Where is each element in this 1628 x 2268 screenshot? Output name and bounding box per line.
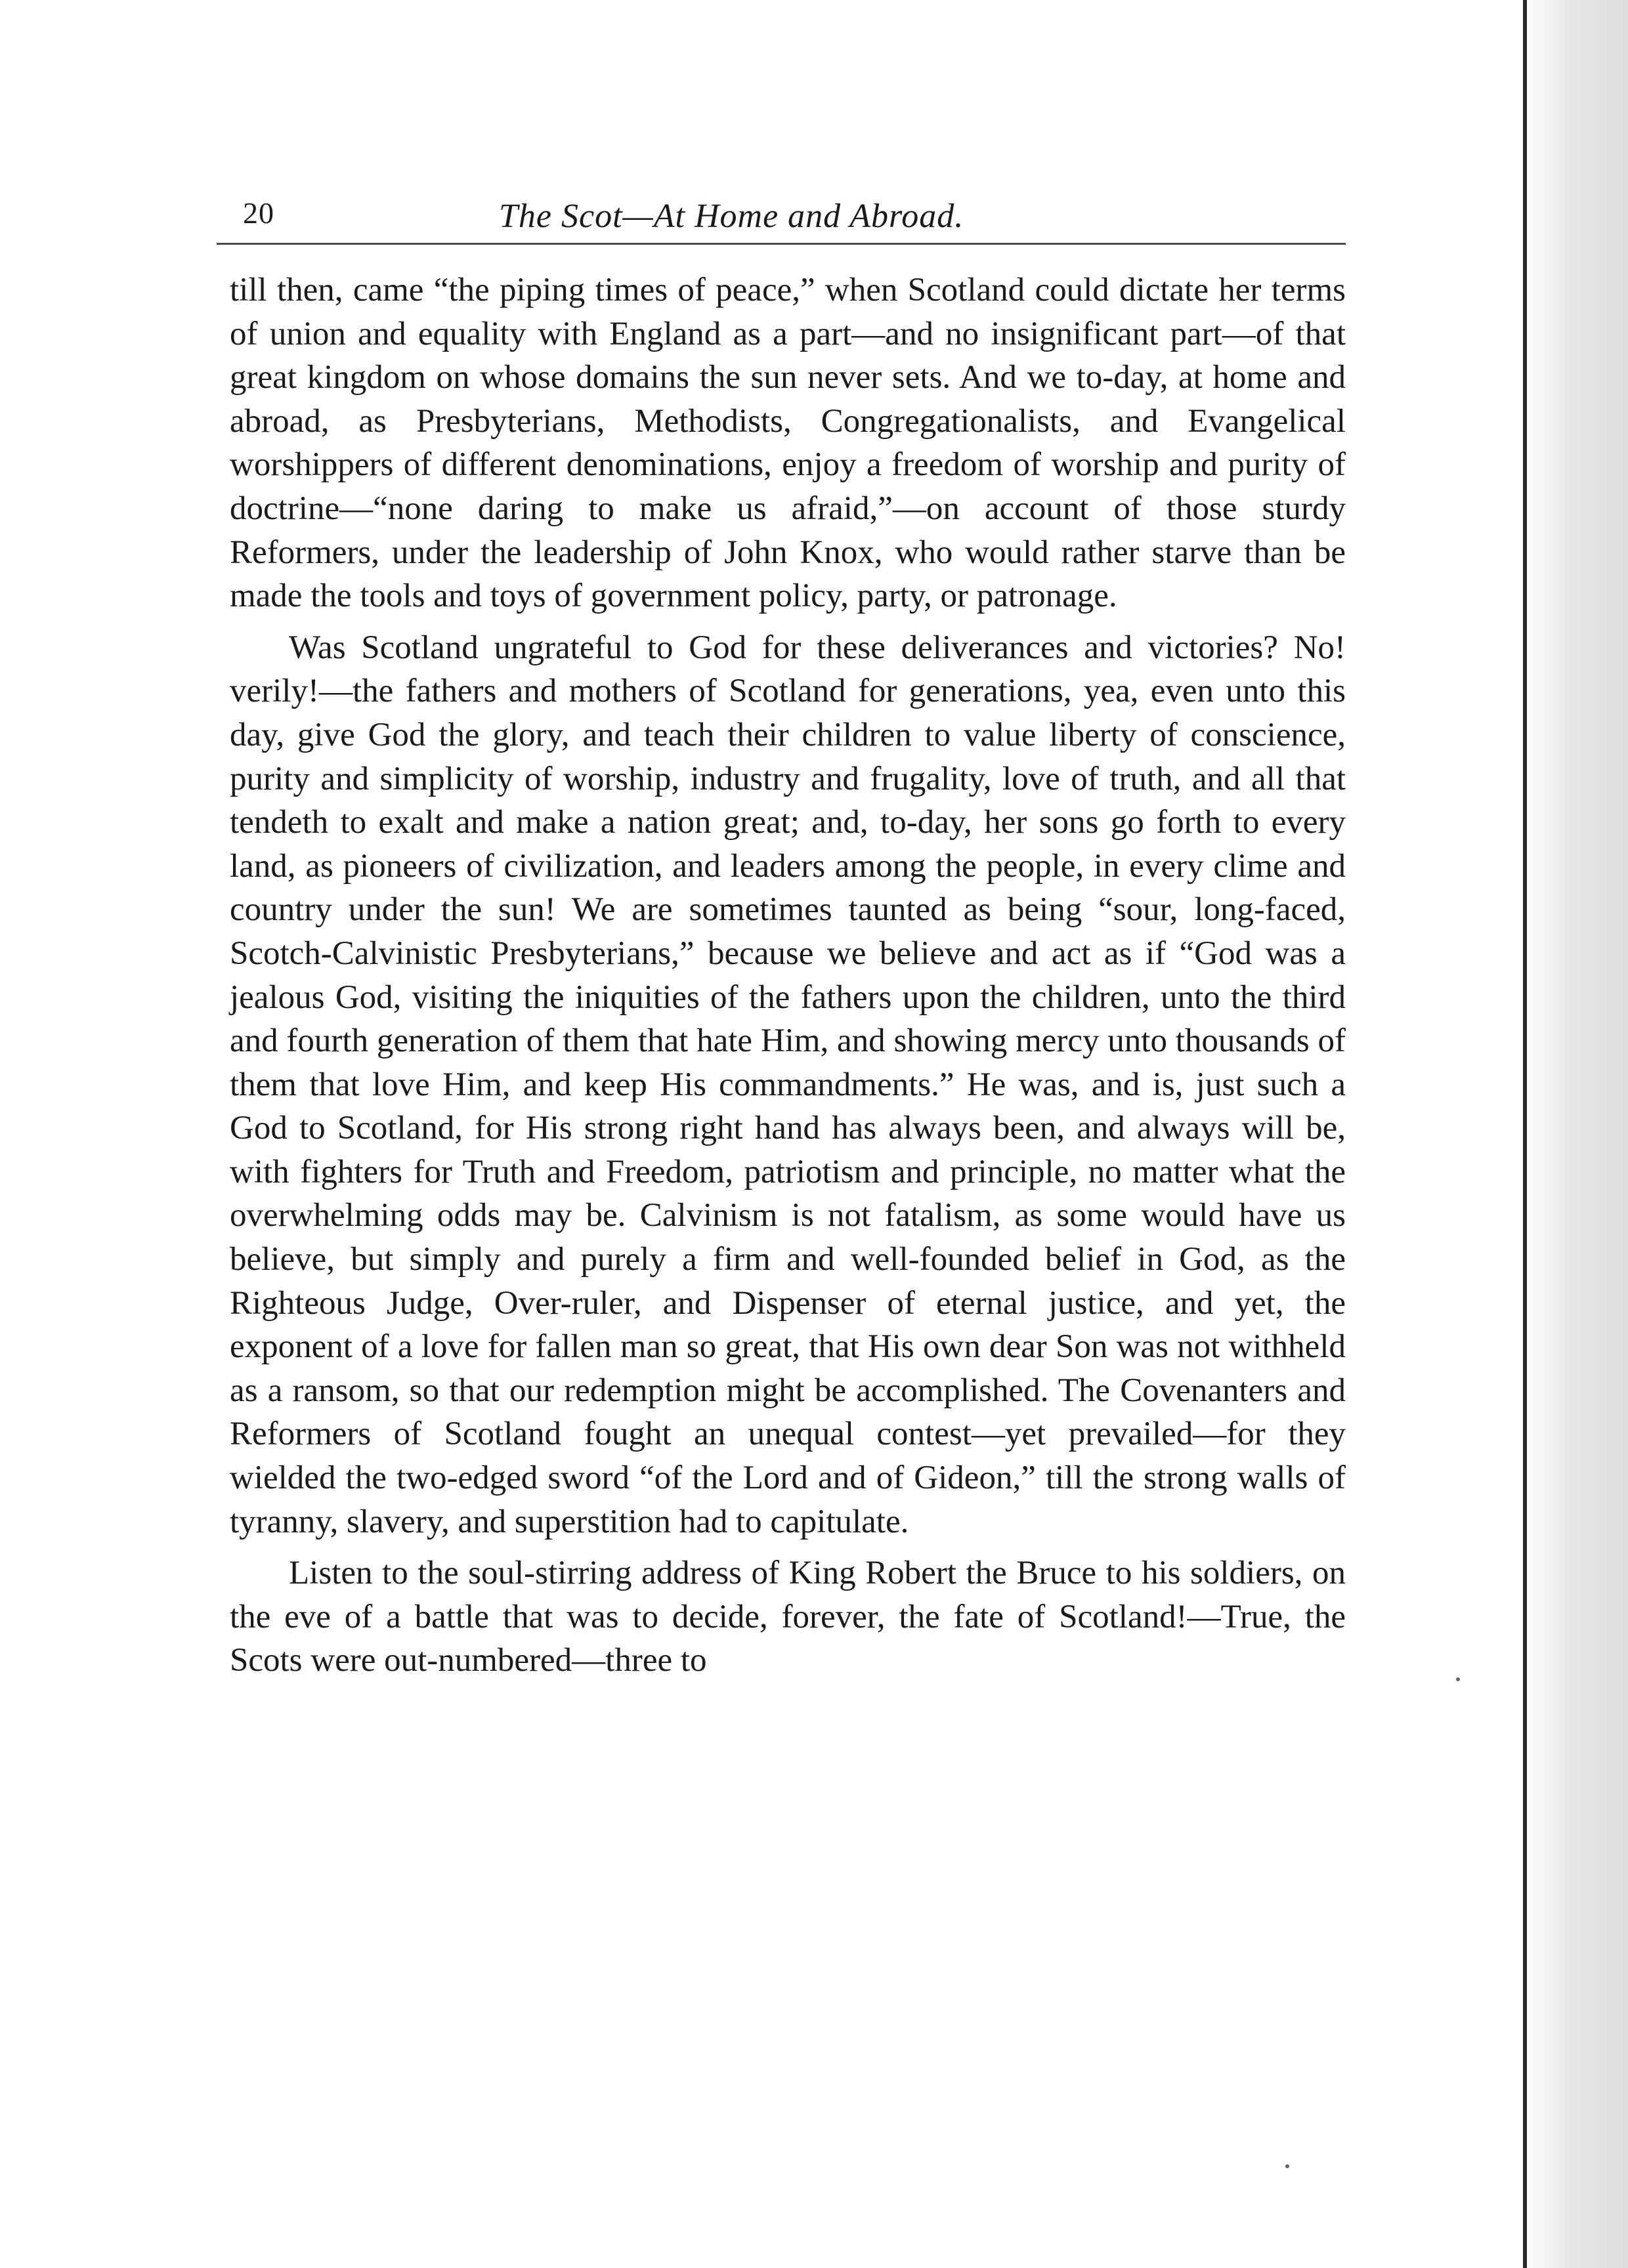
speck-mark [1456, 1677, 1460, 1681]
scan-shadow-right-edge [1523, 0, 1628, 2268]
paragraph-robert-the-bruce: Listen to the soul-stirring address of King Robert the Bruce to his soldiers, on the eve of a battle that was to decide, forever, the fate of Scotland!—True, the Scots were out-numbered—three to [230, 1555, 1346, 1679]
paragraph-scotland-gratitude: Was Scotland ungrateful to God for these deliverances and victories? No! verily!—the fathers and mothers of Scotland for generations, yea, even unto this day, give God the glory, and teach their children to value liberty of conscience, purity and simplicity of worship, industry and frugality, love of truth, and all that tendeth to exalt and make a nation great; and, to-day, her sons go forth to every land, as pioneers of civilization, and leaders among the people, in every clime and country under the sun! We are sometimes taunted as being “sour, long-faced, Scotch-Calvinistic Presbyterians,” because we believe and act as if “God was a jealous God, visiting the iniquities of the fathers upon the children, unto the third and fourth generation of them that hate Him, and showing mercy unto thousands of them that love Him, and keep His commandments.” He was, and is, just such a God to Scotland, for His strong right hand has always been, and always will be, with fighters for Truth and Freedom, patriotism and principle, no matter what the overwhelming odds may be. Calvinism is not fatalism, as some would have us believe, but simply and purely a firm and well-founded belief in God, as the Righteous Judge, Over-ruler, and Dispenser of eternal justice, and yet, the exponent of a love for fallen man so great, that His own dear Son was not withheld as a ransom, so that our redemption might be accomplished. The Covenanters and Reformers of Scotland fought an unequal contest—yet prevailed—for they wielded the two-edged sword “of the Lord and of Gideon,” till the strong walls of tyranny, slavery, and superstition had to capitulate. [230, 629, 1346, 1540]
page-number: 20 [243, 196, 274, 230]
paragraph-continuation: till then, came “the piping times of peace,” when Scotland could dictate her terms of union and equality with England as a part—and no insignificant part—of that great kingdom on whose domains the sun never sets. And we to-day, at home and abroad, as Presbyterians, Methodists, Congregationalists, and Evangelical worshippers of different denominations, enjoy a freedom of worship and purity of doctrine—“none daring to make us afraid,”—on account of those sturdy Reformers, under the leadership of John Knox, who would rather starve than be made the tools and toys of government policy, party, or patronage. [230, 272, 1346, 615]
running-title: The Scot—At Home and Abroad. [499, 198, 964, 235]
book-page [217, 184, 1346, 1683]
speck-mark [1285, 2164, 1289, 2168]
running-head [217, 184, 1346, 245]
page-edge-line [1523, 0, 1527, 2268]
